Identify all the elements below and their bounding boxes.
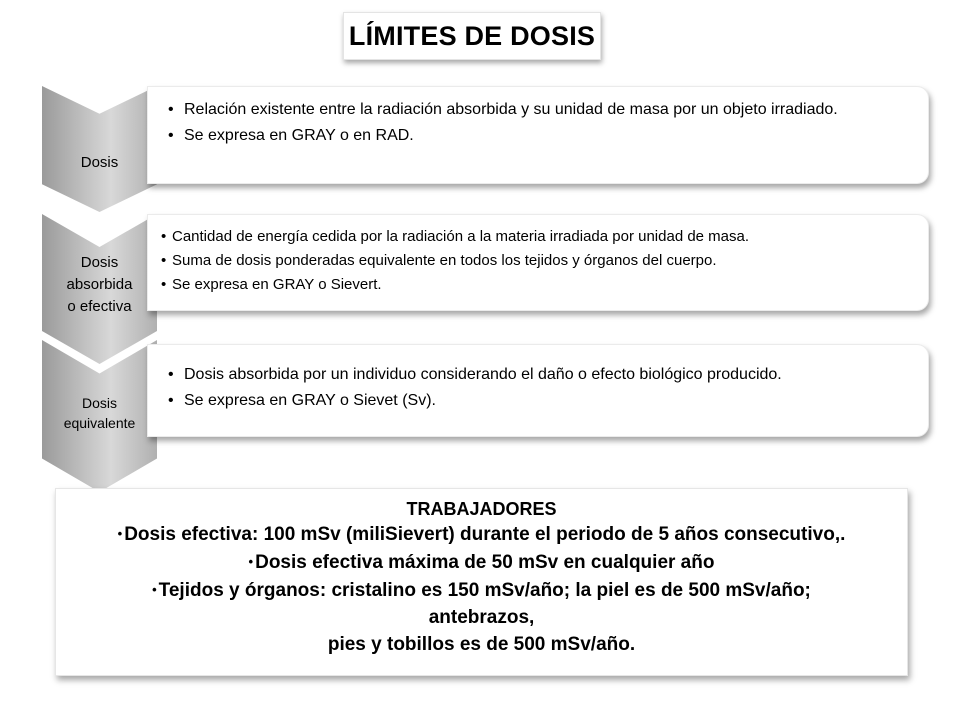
- workers-item: • Tejidos y órganos: cristalino es 150 mSv/año; la piel es de 500 mSv/año;: [152, 580, 811, 601]
- workers-heading: TRABAJADORES: [406, 499, 557, 519]
- card-step-2: [147, 214, 929, 311]
- workers-item-text: Tejidos y órganos: cristalino es 150 mSv/año; la piel es de 500 mSv/año;: [158, 580, 811, 601]
- step-label-line: o efectiva: [67, 298, 132, 315]
- workers-item: • Dosis efectiva máxima de 50 mSv en cualquier año: [248, 552, 715, 573]
- workers-item-text: Dosis efectiva máxima de 50 mSv en cualquier año: [255, 552, 715, 573]
- bullet-item: • Suma de dosis ponderadas equivalente en todos los tejidos y órganos del cuerpo.: [161, 251, 908, 271]
- bullet-item: • Cantidad de energía cedida por la radiación a la materia irradiada por unidad de masa.: [161, 227, 908, 247]
- title-box: [343, 12, 601, 60]
- bullet-item: • Se expresa en GRAY o Sievert.: [161, 275, 908, 295]
- chevron-step-1: [42, 86, 157, 212]
- workers-box: [55, 488, 908, 676]
- workers-item: • Dosis efectiva: 100 mSv (miliSievert) durante el periodo de 5 años consecutivo,.: [117, 524, 846, 545]
- workers-item-continuation: antebrazos,: [428, 607, 535, 628]
- card-step-1: [147, 86, 929, 184]
- step-label-dosis-absorbida: [42, 252, 157, 318]
- step-label-line: Dosis: [81, 395, 117, 411]
- bullet-item: • Relación existente entre la radiación absorbida y su unidad de masa por un objeto irradiado.: [166, 99, 908, 120]
- workers-item-text: Dosis efectiva: 100 mSv (miliSievert) durante el periodo de 5 años consecutivo,.: [124, 524, 846, 545]
- bullet-item: • Se expresa en GRAY o en RAD.: [166, 125, 908, 146]
- step-label-dosis-equivalente: [42, 393, 157, 433]
- card-step-3: [147, 344, 929, 437]
- step-label-dosis: Dosis: [80, 154, 119, 171]
- step-label-line: absorbida: [66, 276, 133, 293]
- bullet-item: • Dosis absorbida por un individuo considerando el daño o efecto biológico producido.: [166, 364, 908, 386]
- bullet-item: • Se expresa en GRAY o Sievet (Sv).: [166, 390, 908, 412]
- page-title: LÍMITES DE DOSIS: [348, 20, 596, 51]
- step-label-line: Dosis: [80, 254, 119, 271]
- step-label-line: equivalente: [63, 415, 136, 431]
- workers-item-continuation: pies y tobillos es de 500 mSv/año.: [327, 634, 636, 655]
